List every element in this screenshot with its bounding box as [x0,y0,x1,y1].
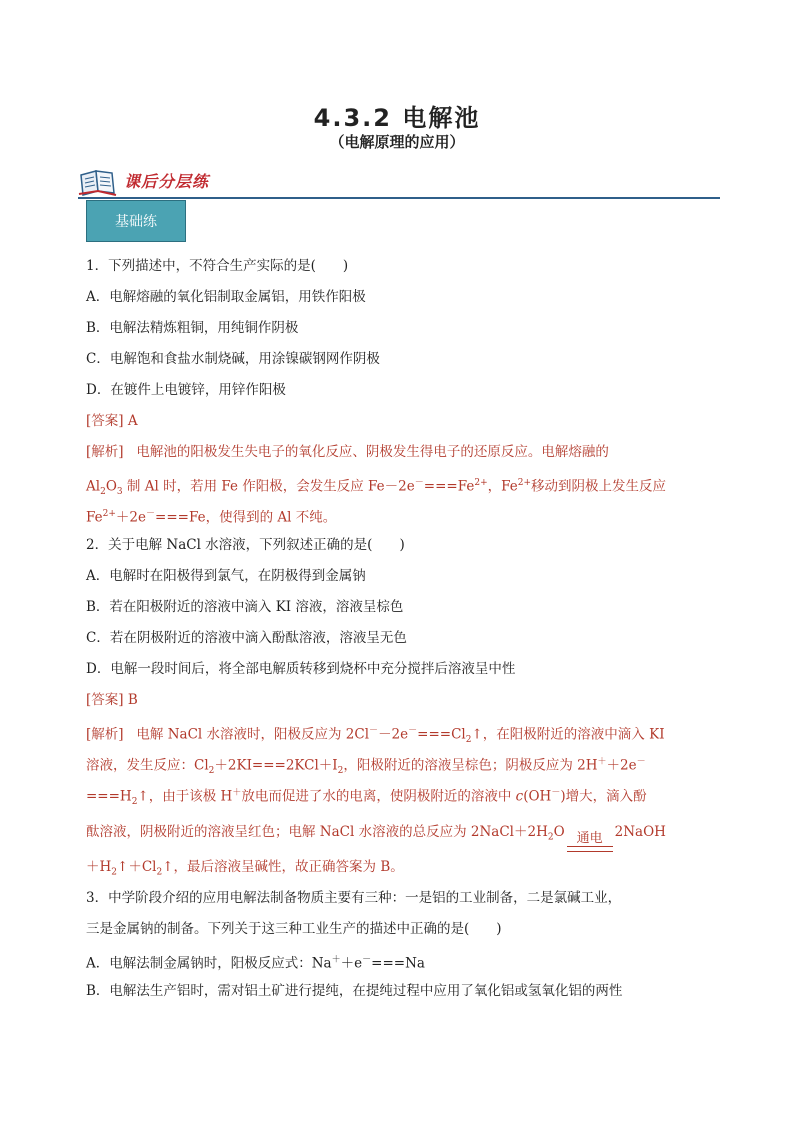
question-list [86,254,726,1010]
header-divider [78,197,720,199]
q1-stem: 1．下列描述中，不符合生产实际的是( ) [86,258,349,274]
q3-stem-line2: 三是金属钠的制备。下列关于这三种工业生产的描述中正确的是( ) [86,921,502,937]
q2-option-a: A．电解时在阳极得到氯气，在阴极得到金属钠 [86,568,366,584]
q3-option-b: B．电解法生产铝时，需对铝土矿进行提纯，在提纯过程中应用了氧化铝或氢氧化铝的两性 [86,983,623,999]
q1-answer: [答案] A [86,413,138,429]
section-title: 课后分层练 [124,172,210,191]
q1-explanation-line1: [解析] 电解池的阳极发生失电子的氧化反应、阴极发生得电子的还原反应。电解熔融的 [86,444,609,460]
q2-option-b: B．若在阳极附近的溶液中滴入 KI 溶液，溶液呈棕色 [86,599,404,615]
q2-stem: 2．关于电解 NaCl 水溶液，下列叙述正确的是( ) [86,537,405,553]
q2-explanation-line2: 溶液，发生反应：$Cl_2+2KI===2KCl+I_2$，阳极附近的溶液呈棕色；阴极反应为 2H＋＋2e－ [86,757,646,777]
q2-option-d: D．电解一段时间后，将全部电解质转移到烧杯中充分搅拌后溶液呈中性 [86,661,516,677]
q1-option-c: C．电解饱和食盐水制烧碱，用涂镍碳钢网作阴极 [86,351,380,367]
q1-option-a: A．电解熔融的氧化铝制取金属铝，用铁作阳极 [86,289,366,305]
q2-option-c: C．若在阴极附近的溶液中滴入酚酞溶液，溶液呈无色 [86,630,407,646]
tab-basic-practice[interactable]: 基础练 [86,200,186,242]
page-subtitle: （电解原理的应用） [329,133,465,151]
q2-answer: [答案] B [86,692,138,708]
q3-stem-line1: 3．中学阶段介绍的应用电解法制备物质主要有三种：一是铝的工业制备，二是氯碱工业， [86,890,622,906]
electrolysis-condition: 通电 [567,832,613,852]
q1-explanation-line2: $Al_2O_3$ 制 Al 时，若用 Fe 作阳极，会发生反应 $Fe-2e^-===Fe^{2+}$，$Fe^{2+}$移动到阴极上发生反应 [86,478,667,498]
page-title: 4.3.2 电解池 [313,104,481,132]
q1-explanation-line3: $Fe^{2+}+2e^-===Fe$，使得到的 Al 不纯。 [86,509,337,526]
q2-explanation-line4: 酞溶液，阴极附近的溶液呈红色；电解 NaCl 水溶液的总反应为 $2NaCl+2H_2O$ 通电 2NaOH [86,812,726,855]
q2-explanation-line1: [解析] 电解 NaCl 水溶液时，阳极反应为 $2Cl^--2e^-===Cl_2↑$，在阳极附近的溶液中滴入 KI [86,726,665,746]
q3-option-a: A．电解法制金属钠时，阳极反应式：Na＋＋e－===Na [86,955,425,972]
q1-option-b: B．电解法精炼粗铜，用纯铜作阴极 [86,320,299,336]
book-icon [78,167,118,197]
q1-option-d: D．在镀件上电镀锌，用锌作阳极 [86,382,286,398]
section-header [78,165,720,201]
q2-explanation-line5: $+H_2↑+Cl_2↑$，最后溶液呈碱性，故正确答案为 B。 [86,859,404,878]
q2-explanation-line3: $===H_2↑$，由于该极 H＋放电而促进了水的电离，使阴极附近的溶液中 c(OH－)增大，滴入酚 [86,788,647,808]
